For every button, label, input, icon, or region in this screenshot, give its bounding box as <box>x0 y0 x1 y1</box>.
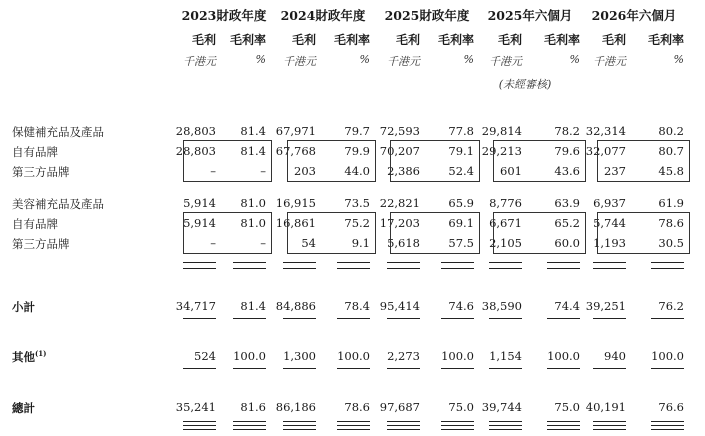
row-label-text: 自有品牌 <box>12 145 58 159</box>
gross-margin-cell: 79.7 <box>344 124 370 138</box>
gross-margin-cell: 78.6 <box>658 216 684 230</box>
gross-profit-cell: 524 <box>194 349 216 363</box>
underline-rule <box>183 262 216 263</box>
footnote-marker: (1) <box>35 349 47 359</box>
gross-profit-cell: 16,861 <box>275 216 316 230</box>
row-label <box>12 349 47 365</box>
underline-rule <box>283 425 316 426</box>
row-label <box>12 400 35 416</box>
period-header: 2023財政年度 <box>181 8 267 23</box>
underline-rule <box>337 262 370 263</box>
gross-profit-cell: 2,386 <box>387 164 420 178</box>
gross-profit-cell: – <box>210 236 216 250</box>
sub-brand-box <box>493 140 586 182</box>
row-label-text: 第三方品牌 <box>12 165 70 179</box>
underline-rule <box>183 429 216 430</box>
gross-margin-cell: 81.0 <box>240 196 266 210</box>
underline-rule <box>387 318 420 319</box>
underline-rule <box>233 368 266 369</box>
underline-rule <box>489 368 522 369</box>
gross-profit-cell: 54 <box>301 236 316 250</box>
underline-rule <box>283 262 316 263</box>
underline-rule <box>651 421 684 422</box>
underline-rule <box>593 429 626 430</box>
unit-percent: % <box>255 53 266 66</box>
gross-margin-cell: 69.1 <box>448 216 474 230</box>
gross-profit-header: 毛利 <box>191 33 216 47</box>
gross-profit-header: 毛利 <box>497 33 522 47</box>
row-label <box>12 144 58 160</box>
gross-margin-cell: 81.4 <box>240 124 266 138</box>
underline-rule <box>651 429 684 430</box>
unit-hkd-thousands: 千港元 <box>283 55 316 68</box>
gross-margin-cell: 74.6 <box>448 299 474 313</box>
gross-margin-cell: 81.4 <box>240 299 266 313</box>
underline-rule <box>387 262 420 263</box>
underline-rule <box>593 262 626 263</box>
gross-profit-cell: 28,803 <box>175 124 216 138</box>
row-label <box>12 299 35 315</box>
period-header: 2025年六個月 <box>487 8 573 23</box>
underline-rule <box>337 368 370 369</box>
gross-profit-cell: 97,687 <box>379 400 420 414</box>
gross-profit-cell: 95,414 <box>379 299 420 313</box>
sub-brand-box <box>390 140 480 182</box>
gross-margin-cell: 79.1 <box>448 144 474 158</box>
row-label-text: 小計 <box>12 300 35 314</box>
sub-brand-box <box>287 212 376 254</box>
gross-margin-cell: 80.7 <box>658 144 684 158</box>
underline-rule <box>441 429 474 430</box>
unit-hkd-thousands: 千港元 <box>489 55 522 68</box>
gross-profit-cell: 70,207 <box>379 144 420 158</box>
gross-profit-cell: 32,314 <box>585 124 626 138</box>
underline-rule <box>183 268 216 269</box>
unit-percent: % <box>463 53 474 66</box>
gross-margin-header: 毛利率 <box>437 33 474 47</box>
gross-margin-cell: 63.9 <box>554 196 580 210</box>
underline-rule <box>593 425 626 426</box>
gross-profit-cell: 2,273 <box>387 349 420 363</box>
row-label-text: 總計 <box>12 401 35 415</box>
underline-rule <box>387 368 420 369</box>
gross-profit-cell: – <box>210 164 216 178</box>
gross-profit-cell: 16,915 <box>275 196 316 210</box>
row-label-text: 自有品牌 <box>12 217 58 231</box>
gross-profit-cell: 29,213 <box>481 144 522 158</box>
gross-margin-cell: 57.5 <box>448 236 474 250</box>
underline-rule <box>441 425 474 426</box>
gross-margin-cell: 81.0 <box>240 216 266 230</box>
gross-profit-cell: 5,618 <box>387 236 420 250</box>
gross-profit-cell: 1,193 <box>593 236 626 250</box>
underline-rule <box>489 268 522 269</box>
gross-margin-cell: 100.0 <box>651 349 684 363</box>
underline-rule <box>183 368 216 369</box>
underline-rule <box>337 425 370 426</box>
underline-rule <box>651 262 684 263</box>
gross-profit-cell: 6,671 <box>489 216 522 230</box>
gross-profit-cell: 72,593 <box>379 124 420 138</box>
row-label-text: 第三方品牌 <box>12 237 70 251</box>
gross-margin-cell: 52.4 <box>448 164 474 178</box>
gross-margin-cell: 100.0 <box>337 349 370 363</box>
gross-profit-cell: 67,971 <box>275 124 316 138</box>
row-label <box>12 164 70 180</box>
underline-rule <box>489 318 522 319</box>
unit-hkd-thousands: 千港元 <box>593 55 626 68</box>
row-label <box>12 124 104 140</box>
underline-rule <box>233 268 266 269</box>
gross-profit-cell: 22,821 <box>379 196 420 210</box>
gross-margin-cell: 30.5 <box>658 236 684 250</box>
gross-margin-cell: 44.0 <box>344 164 370 178</box>
underline-rule <box>233 425 266 426</box>
gross-margin-cell: 45.8 <box>658 164 684 178</box>
gross-margin-cell: 75.0 <box>554 400 580 414</box>
period-header: 2026年六個月 <box>591 8 677 23</box>
gross-profit-cell: 940 <box>604 349 626 363</box>
row-label-text: 美容補充品及產品 <box>12 197 104 211</box>
gross-margin-cell: 61.9 <box>658 196 684 210</box>
underline-rule <box>593 318 626 319</box>
underline-rule <box>489 425 522 426</box>
underline-rule <box>283 429 316 430</box>
underline-rule <box>489 421 522 422</box>
gross-margin-cell: – <box>260 164 266 178</box>
gross-margin-header: 毛利率 <box>543 33 580 47</box>
sub-brand-box <box>597 140 690 182</box>
unit-percent: % <box>673 53 684 66</box>
underline-rule <box>283 368 316 369</box>
unaudited-note: (未經審核) <box>498 78 552 91</box>
gross-profit-cell: 6,937 <box>593 196 626 210</box>
gross-profit-header: 毛利 <box>601 33 626 47</box>
underline-rule <box>547 421 580 422</box>
gross-margin-cell: 65.9 <box>448 196 474 210</box>
gross-profit-cell: 1,300 <box>283 349 316 363</box>
underline-rule <box>183 425 216 426</box>
underline-rule <box>441 318 474 319</box>
sub-brand-box <box>287 140 376 182</box>
sub-brand-box <box>183 140 272 182</box>
gross-margin-cell: 100.0 <box>441 349 474 363</box>
unit-hkd-thousands: 千港元 <box>183 55 216 68</box>
gross-margin-cell: 81.4 <box>240 144 266 158</box>
gross-profit-cell: 2,105 <box>489 236 522 250</box>
gross-margin-cell: 100.0 <box>233 349 266 363</box>
unit-percent: % <box>569 53 580 66</box>
underline-rule <box>489 429 522 430</box>
gross-profit-cell: 39,251 <box>585 299 626 313</box>
underline-rule <box>593 268 626 269</box>
underline-rule <box>547 368 580 369</box>
gross-margin-header: 毛利率 <box>647 33 684 47</box>
gross-margin-cell: 74.4 <box>554 299 580 313</box>
underline-rule <box>651 268 684 269</box>
sub-brand-box <box>390 212 480 254</box>
gross-margin-cell: 100.0 <box>547 349 580 363</box>
gross-margin-cell: 76.6 <box>658 400 684 414</box>
sub-brand-box <box>493 212 586 254</box>
underline-rule <box>387 421 420 422</box>
underline-rule <box>283 421 316 422</box>
underline-rule <box>593 368 626 369</box>
gross-profit-header: 毛利 <box>291 33 316 47</box>
gross-margin-cell: 79.6 <box>554 144 580 158</box>
gross-profit-cell: 35,241 <box>175 400 216 414</box>
gross-margin-cell: 79.9 <box>344 144 370 158</box>
sub-brand-box <box>597 212 690 254</box>
gross-profit-cell: 38,590 <box>481 299 522 313</box>
underline-rule <box>489 262 522 263</box>
gross-margin-header: 毛利率 <box>333 33 370 47</box>
underline-rule <box>441 262 474 263</box>
underline-rule <box>547 268 580 269</box>
unit-hkd-thousands: 千港元 <box>387 55 420 68</box>
underline-rule <box>233 421 266 422</box>
underline-rule <box>233 429 266 430</box>
gross-margin-cell: 76.2 <box>658 299 684 313</box>
gross-profit-cell: 29,814 <box>481 124 522 138</box>
underline-rule <box>441 368 474 369</box>
underline-rule <box>651 368 684 369</box>
underline-rule <box>283 268 316 269</box>
underline-rule <box>441 268 474 269</box>
gross-profit-cell: 39,744 <box>481 400 522 414</box>
gross-profit-cell: 5,914 <box>183 216 216 230</box>
gross-profit-cell: 67,768 <box>275 144 316 158</box>
gross-profit-cell: 601 <box>500 164 522 178</box>
gross-margin-cell: 9.1 <box>351 236 370 250</box>
underline-rule <box>547 429 580 430</box>
row-label <box>12 216 58 232</box>
underline-rule <box>593 421 626 422</box>
gross-profit-cell: 5,914 <box>183 196 216 210</box>
gross-profit-cell: 86,186 <box>275 400 316 414</box>
underline-rule <box>547 318 580 319</box>
gross-profit-cell: 5,744 <box>593 216 626 230</box>
gross-margin-cell: 80.2 <box>658 124 684 138</box>
gross-margin-cell: 78.2 <box>554 124 580 138</box>
gross-profit-cell: 17,203 <box>379 216 420 230</box>
underline-rule <box>337 421 370 422</box>
underline-rule <box>337 429 370 430</box>
row-label-text: 其他 <box>12 350 35 364</box>
unit-percent: % <box>359 53 370 66</box>
gross-profit-cell: 84,886 <box>275 299 316 313</box>
gross-margin-cell: – <box>260 236 266 250</box>
underline-rule <box>183 318 216 319</box>
gross-margin-cell: 78.4 <box>344 299 370 313</box>
gross-margin-cell: 43.6 <box>554 164 580 178</box>
underline-rule <box>651 425 684 426</box>
row-label-text: 保健補充品及產品 <box>12 125 104 139</box>
gross-profit-cell: 34,717 <box>175 299 216 313</box>
underline-rule <box>233 262 266 263</box>
period-header: 2025財政年度 <box>384 8 470 23</box>
gross-margin-cell: 75.0 <box>448 400 474 414</box>
gross-profit-cell: 1,154 <box>489 349 522 363</box>
underline-rule <box>547 262 580 263</box>
gross-profit-cell: 28,803 <box>175 144 216 158</box>
gross-profit-cell: 237 <box>604 164 626 178</box>
gross-profit-cell: 203 <box>294 164 316 178</box>
gross-margin-cell: 81.6 <box>240 400 266 414</box>
gross-margin-header: 毛利率 <box>229 33 266 47</box>
gross-margin-cell: 65.2 <box>554 216 580 230</box>
gross-margin-cell: 60.0 <box>554 236 580 250</box>
underline-rule <box>441 421 474 422</box>
underline-rule <box>337 268 370 269</box>
underline-rule <box>387 425 420 426</box>
gross-margin-cell: 75.2 <box>344 216 370 230</box>
underline-rule <box>337 318 370 319</box>
underline-rule <box>387 268 420 269</box>
sub-brand-box <box>183 212 272 254</box>
gross-profit-header: 毛利 <box>395 33 420 47</box>
gross-margin-cell: 77.8 <box>448 124 474 138</box>
period-header: 2024財政年度 <box>280 8 366 23</box>
underline-rule <box>233 318 266 319</box>
row-label <box>12 196 104 212</box>
gross-profit-cell: 40,191 <box>585 400 626 414</box>
gross-margin-cell: 78.6 <box>344 400 370 414</box>
gross-profit-cell: 32,077 <box>585 144 626 158</box>
gross-margin-cell: 73.5 <box>344 196 370 210</box>
underline-rule <box>547 425 580 426</box>
underline-rule <box>651 318 684 319</box>
row-label <box>12 236 70 252</box>
underline-rule <box>283 318 316 319</box>
underline-rule <box>387 429 420 430</box>
gross-profit-cell: 8,776 <box>489 196 522 210</box>
underline-rule <box>183 421 216 422</box>
